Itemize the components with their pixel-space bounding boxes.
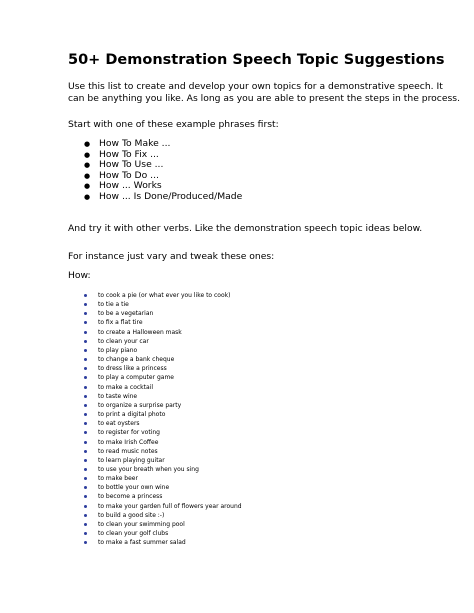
- topic-text: to clean your golf clubs: [98, 530, 169, 538]
- bullet-icon: ●: [84, 171, 91, 180]
- bullet-icon: [84, 505, 87, 508]
- topic-text: to create a Halloween mask: [98, 328, 182, 336]
- bullet-icon: [84, 450, 87, 453]
- bullet-icon: [84, 459, 87, 462]
- bullet-icon: [84, 477, 87, 480]
- bullet-icon: [84, 349, 87, 352]
- phrase-text: How To Make ...: [99, 138, 171, 149]
- topic-text: to cook a pie (or what ever you like to cook): [98, 292, 231, 299]
- bullet-icon: [84, 486, 87, 489]
- topic-text: to make beer: [98, 475, 138, 483]
- topic-text: to make a fast summer salad: [98, 539, 186, 547]
- bullet-icon: [84, 294, 87, 297]
- topic-text: to print a digital photo: [98, 411, 166, 419]
- intro-line-2: can be anything you like. As long as you are able to present the steps in the process.: [68, 93, 460, 104]
- topic-text: to bottle your own wine: [98, 484, 170, 492]
- topic-text: to taste wine: [98, 392, 138, 400]
- intro-line-1: Use this list to create and develop your own topics for a demonstrative speech. It: [68, 81, 443, 92]
- bullet-icon: [84, 340, 87, 343]
- bullet-icon: [84, 395, 87, 398]
- instance-paragraph: For instance just vary and tweak these ones:: [68, 251, 275, 262]
- bullet-icon: [84, 541, 87, 544]
- topic-text: to read music notes: [98, 447, 158, 455]
- topic-text: to play a computer game: [98, 374, 174, 382]
- bullet-icon: [84, 312, 87, 315]
- topic-text: to become a princess: [98, 493, 163, 501]
- bullet-icon: [84, 303, 87, 306]
- bullet-icon: [84, 422, 87, 425]
- topic-text: to be a vegetarian: [98, 310, 154, 318]
- phrase-text: How To Use ...: [99, 159, 164, 170]
- topic-text: to make your garden full of flowers year around: [98, 502, 242, 510]
- how-label: How:: [68, 270, 91, 281]
- bullet-icon: ●: [84, 161, 91, 169]
- topic-text: to use your breath when you sing: [98, 465, 199, 473]
- bullet-icon: ●: [84, 192, 91, 201]
- topic-text: to make a cocktail: [98, 383, 154, 391]
- phrase-text: How ... Works: [99, 180, 162, 191]
- topic-text: to fix a flat tire: [98, 319, 143, 327]
- topic-text: to tie a tie: [98, 301, 129, 309]
- topic-text: to build a good site :-): [98, 511, 165, 519]
- bullet-icon: [84, 358, 87, 361]
- phrase-text: How To Fix ...: [99, 148, 159, 160]
- bullet-icon: [84, 404, 87, 407]
- verbs-paragraph: And try it with other verbs. Like the demonstration speech topic ideas below.: [68, 223, 423, 234]
- topic-text: to organize a surprise party: [98, 401, 182, 409]
- bullet-icon: [84, 468, 87, 471]
- page-title: 50+ Demonstration Speech Topic Suggestions: [68, 52, 445, 68]
- bullet-icon: [84, 431, 87, 434]
- topic-text: to register for voting: [98, 429, 160, 437]
- phrase-text: How To Do ...: [99, 169, 159, 181]
- bullet-icon: [84, 331, 87, 334]
- topic-text: to clean your car: [98, 337, 149, 345]
- bullet-icon: [84, 386, 87, 389]
- topic-text: to learn playing guitar: [98, 456, 165, 464]
- topic-text: to play piano: [98, 346, 138, 354]
- bullet-icon: ●: [84, 150, 91, 159]
- bullet-icon: [84, 413, 87, 416]
- bullet-icon: [84, 321, 87, 324]
- phrase-text: How ... Is Done/Produced/Made: [99, 190, 243, 202]
- topic-text: to eat oysters: [98, 420, 140, 428]
- bullet-icon: [84, 514, 87, 517]
- bullet-icon: [84, 376, 87, 379]
- topic-text: to change a bank cheque: [98, 356, 175, 364]
- topic-text: to dress like a princess: [98, 365, 167, 373]
- topic-text: to make Irish Coffee: [98, 438, 159, 446]
- bullet-icon: ●: [84, 140, 91, 148]
- bullet-icon: [84, 523, 87, 526]
- topic-text: to clean your swimming pool: [98, 520, 185, 528]
- bullet-icon: [84, 367, 87, 370]
- bullet-icon: [84, 532, 87, 535]
- bullet-icon: [84, 495, 87, 498]
- bullet-icon: ●: [84, 182, 91, 190]
- start-instructions: Start with one of these example phrases first:: [68, 119, 279, 130]
- bullet-icon: [84, 441, 87, 444]
